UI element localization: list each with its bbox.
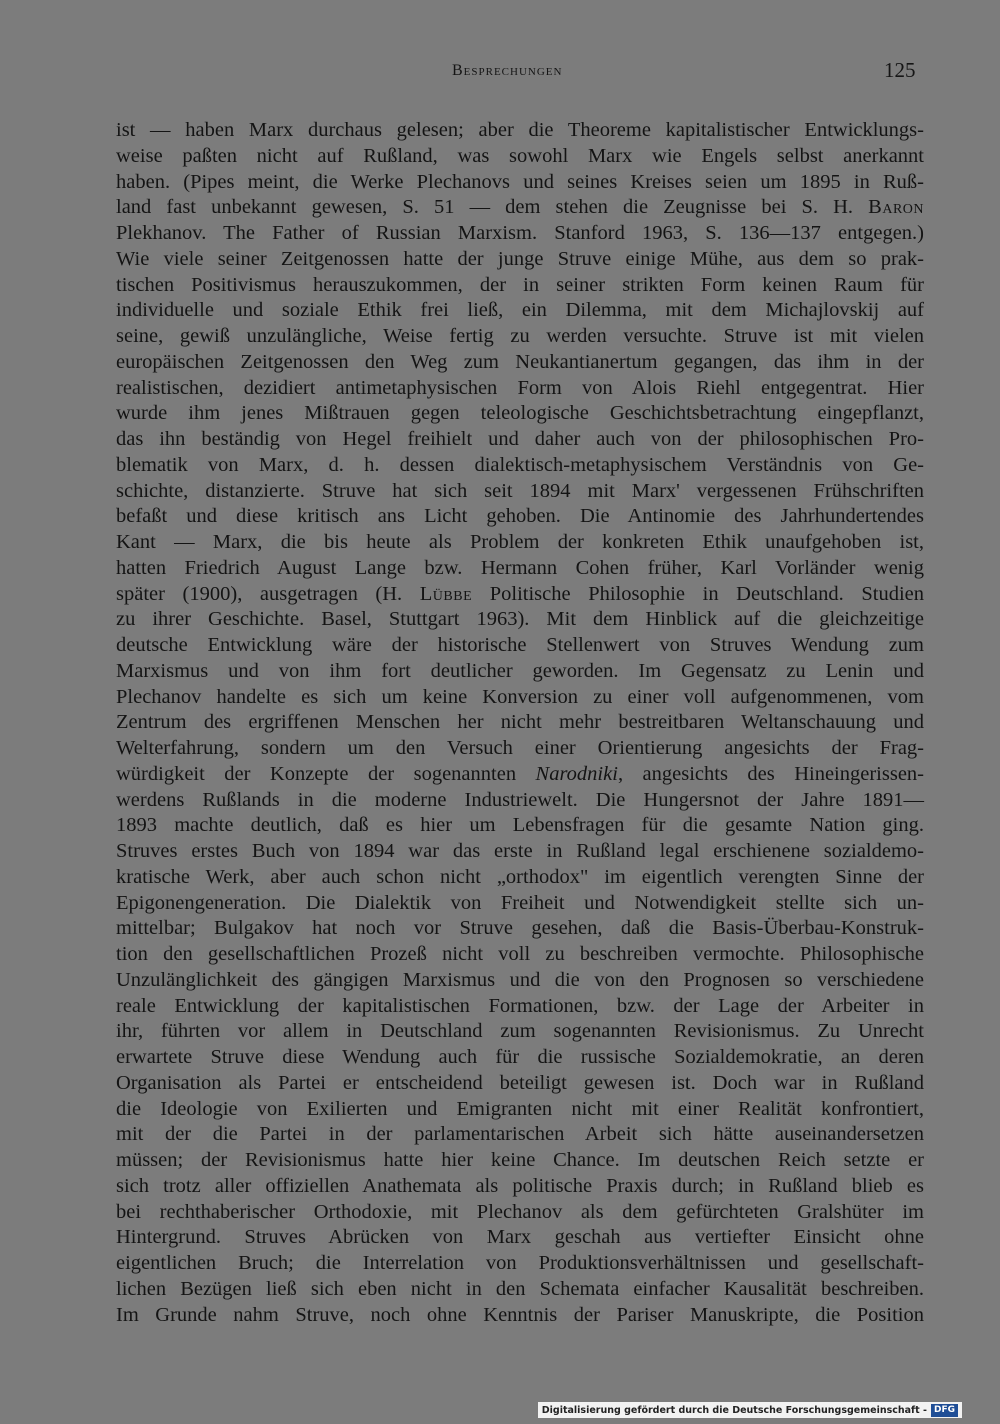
body-line: Hintergrund. Struves Abrücken von Marx geschah aus vertiefter Einsicht ohne xyxy=(116,1226,924,1249)
body-line: die Ideologie von Exilierten und Emigranten nicht mit einer Realität konfrontiert, xyxy=(116,1097,924,1120)
body-line: blematik von Marx, d. h. dessen dialektisch-metaphysischem Verständnis von Ge- xyxy=(116,453,924,476)
body-line: mittelbar; Bulgakov hat noch vor Struve gesehen, daß die Basis-Überbau-Konstruk- xyxy=(116,917,924,940)
body-line: Plechanov handelte es sich um keine Konversion zu einer voll aufgenommenen, vom xyxy=(116,685,924,708)
body-line: werdens Rußlands in die moderne Industriewelt. Die Hungersnot der Jahre 1891— xyxy=(116,788,924,811)
body-line: wurde ihm jenes Mißtrauen gegen teleologische Geschichtsbetrachtung eingepflanzt, xyxy=(116,402,924,425)
body-line: befaßt und diese kritisch ans Licht gehoben. Die Antinomie des Jahrhundertendes xyxy=(116,505,924,528)
body-line: mit der die Partei in der parlamentarischen Arbeit sich hätte auseinandersetzen xyxy=(116,1123,924,1146)
body-line: Zentrum des ergriffenen Menschen her nicht mehr bestreitbaren Weltanschauung und xyxy=(116,711,924,734)
body-line: Unzulänglichkeit des gängigen Marxismus und die von den Prognosen so verschiedene xyxy=(116,968,924,991)
body-line: später (1900), ausgetragen (H. Lübbe Politische Philosophie in Deutschland. Studien xyxy=(116,582,924,605)
body-line: ihr, führten vor allem in Deutschland zum sogenannten Revisionismus. Zu Unrecht xyxy=(116,1020,924,1043)
body-line: seine, gewiß unzulängliche, Weise fertig zu werden versuchte. Struve ist mit vielen xyxy=(116,325,924,347)
body-line: Organisation als Partei er entscheidend beteiligt gewesen ist. Doch war in Rußland xyxy=(116,1071,924,1094)
body-line: lichen Bezügen ließ sich eben nicht in den Schemata einfacher Kausalität beschreiben. xyxy=(116,1277,924,1300)
body-line: Kant — Marx, die bis heute als Problem der konkreten Ethik unaufgehoben ist, xyxy=(116,531,924,553)
footer-credit: Digitalisierung gefördert durch die Deutsche Forschungsgemeinschaft - xyxy=(541,1404,927,1416)
body-text xyxy=(116,118,924,1328)
body-line: tischen Positivismus herauszukommen, der in seiner strikten Form keinen Raum für xyxy=(116,273,924,296)
body-line: zu ihrer Geschichte. Basel, Stuttgart 1963). Mit dem Hinblick auf die gleichzeitige xyxy=(116,608,924,631)
body-line: Struves erstes Buch von 1894 war das erste in Rußland legal erschienene sozialdemo- xyxy=(116,840,924,862)
body-line: ist — haben Marx durchaus gelesen; aber die Theoreme kapitalistischer Entwicklungs- xyxy=(116,119,924,141)
body-line: tion den gesellschaftlichen Prozeß nicht voll zu beschreiben vermochte. Philosophische xyxy=(116,943,924,965)
body-line: haben. (Pipes meint, die Werke Plechanovs und seines Kreises seien um 1895 in Ruß- xyxy=(116,170,924,193)
body-line: kratische Werk, aber auch schon nicht „orthodox" im eigentlich verengten Sinne der xyxy=(116,865,924,888)
body-line: deutsche Entwicklung wäre der historische Stellenwert von Struves Wendung zum xyxy=(116,634,924,656)
body-line: müssen; der Revisionismus hatte hier keine Chance. Im deutschen Reich setzte er xyxy=(116,1149,924,1171)
dfg-logo: DFG xyxy=(931,1404,958,1417)
body-line: hatten Friedrich August Lange bzw. Hermann Cohen früher, Karl Vorländer wenig xyxy=(116,556,924,579)
body-line: individuelle und soziale Ethik frei ließ, ein Dilemma, mit dem Michajlovskij auf xyxy=(116,299,924,322)
body-line: weise paßten nicht auf Rußland, was sowohl Marx wie Engels selbst anerkannt xyxy=(116,144,924,167)
body-line: reale Entwicklung der kapitalistischen Formationen, bzw. der Lage der Arbeiter in xyxy=(116,994,924,1017)
digitization-footer xyxy=(538,1402,962,1418)
body-line: Epigonengeneration. Die Dialektik von Freiheit und Notwendigkeit stellte sich un- xyxy=(116,891,924,914)
body-line: das ihn beständig von Hegel freihielt und daher auch von der philosophischen Pro- xyxy=(116,428,924,450)
body-line: schichte, distanzierte. Struve hat sich seit 1894 mit Marx' vergessenen Frühschriften xyxy=(116,479,924,502)
running-head: Besprechungen xyxy=(452,62,563,79)
body-line: erwartete Struve diese Wendung auch für die russische Sozialdemokratie, an deren xyxy=(116,1046,924,1068)
body-line: Marxismus und von ihm fort deutlicher geworden. Im Gegensatz zu Lenin und xyxy=(116,659,924,682)
body-line: Wie viele seiner Zeitgenossen hatte der junge Struve einige Mühe, aus dem so prak- xyxy=(116,247,924,270)
body-line: land fast unbekannt gewesen, S. 51 — dem stehen die Zeugnisse bei S. H. Baron xyxy=(116,196,924,219)
body-line: realistischen, dezidiert antimetaphysischen Form von Alois Riehl entgegentrat. Hier xyxy=(116,376,924,399)
body-line: 1893 machte deutlich, daß es hier um Lebensfragen für die gesamte Nation ging. xyxy=(116,814,924,837)
body-line: europäischen Zeitgenossen den Weg zum Neukantianertum gegangen, das ihm in der xyxy=(116,350,924,373)
body-line: bei rechthaberischer Orthodoxie, mit Plechanov als dem gefürchteten Gralshüter im xyxy=(116,1200,924,1223)
body-line: Im Grunde nahm Struve, noch ohne Kenntnis der Pariser Manuskripte, die Position xyxy=(116,1303,924,1326)
body-line: sich trotz aller offiziellen Anathemata als politische Praxis durch; in Rußland blieb es xyxy=(116,1174,924,1197)
body-line: eigentlichen Bruch; die Interrelation von Produktionsverhältnissen und gesellschaft- xyxy=(116,1252,924,1274)
body-line: würdigkeit der Konzepte der sogenannten Narodniki, angesichts des Hineingerissen- xyxy=(116,762,924,785)
body-line: Welterfahrung, sondern um den Versuch einer Orientierung angesichts der Frag- xyxy=(116,737,924,759)
page-number: 125 xyxy=(884,58,916,82)
body-line: Plekhanov. The Father of Russian Marxism. Stanford 1963, S. 136—137 entgegen.) xyxy=(116,222,924,244)
